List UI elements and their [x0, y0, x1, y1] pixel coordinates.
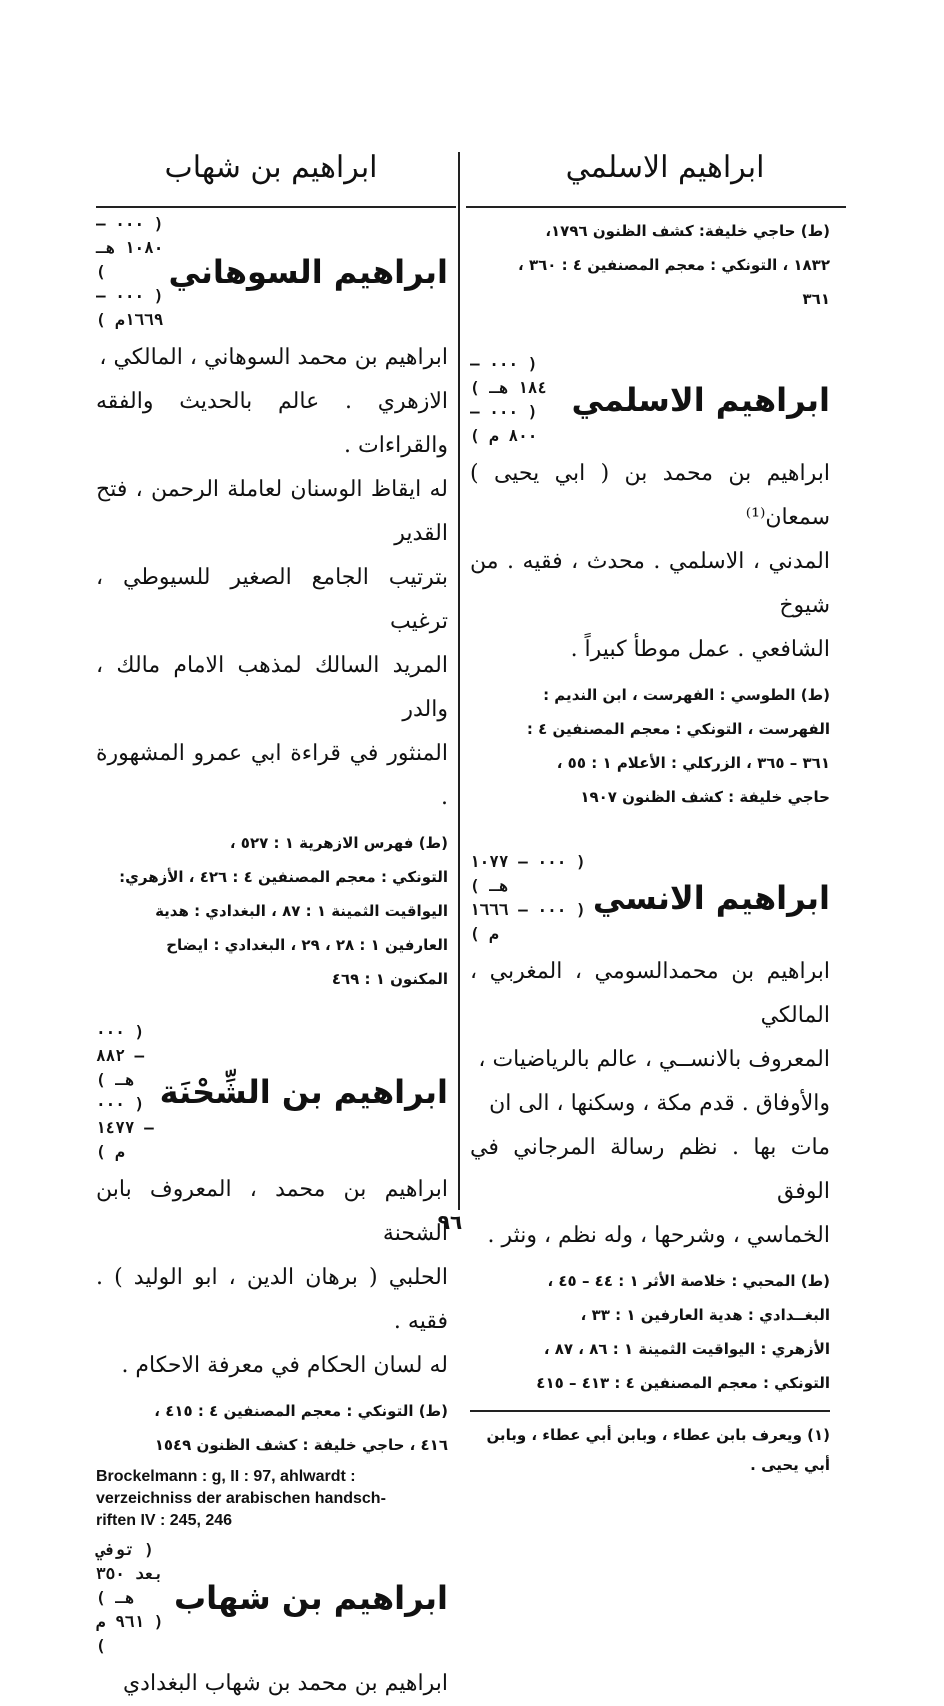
entry-aslami [470, 352, 830, 814]
ref-line: (ط) فهرس الازهرية ١ : ٥٢٧ ، [229, 834, 448, 852]
entry-sawhani [96, 212, 448, 996]
body-line: والأوفاق . قدم مكة ، وسكنها ، الى ان [489, 1091, 830, 1116]
right-column [470, 208, 830, 1480]
ref-line: حاجي خليفة : كشف الظنون ١٩٠٧ [580, 788, 830, 806]
body-line: الازهري . عالم بالحديث والفقه والقراءات . [96, 389, 448, 458]
entry-body [96, 336, 448, 820]
latin-line: riften IV : 245, 246 [96, 1512, 233, 1529]
entry-title: ابراهيم السوهاني [168, 253, 448, 291]
body-line: ابراهيم بن محمد بن ( ابي يحيى ) سمعان⁽¹⁾ [470, 461, 830, 530]
date-hijri: ( ٠٠٠ – ٨٨٢ هـ ) [96, 1022, 145, 1089]
date-gregorian: ( ٠٠٠ – ٨٠٠ م ) [470, 402, 538, 445]
body-line: الخماسي ، وشرحها ، وله نظم ، ونثر . [487, 1223, 830, 1248]
entry-dates [470, 352, 572, 448]
body-line: له ايقاظ الوسنان لعاملة الرحمن ، فتح القدير [96, 477, 448, 546]
entry-dates [96, 1020, 160, 1164]
ref-line: (ط) التونكي : معجم المصنفين ٤ : ٤١٥ ، [154, 1402, 448, 1420]
left-column [96, 212, 448, 1706]
ref-line: المكنون ١ : ٤٦٩ [331, 970, 448, 988]
body-line: المنثور في قراءة ابي عمرو المشهورة . [96, 741, 448, 810]
date-gregorian: ( ٩٦١ م ) [96, 1612, 164, 1655]
ref-line: (ط) المحبي : خلاصة الأثر ١ : ٤٤ – ٤٥ ، [547, 1272, 830, 1290]
running-header-right: ابراهيم الاسلمي [565, 150, 765, 185]
entry-body [470, 950, 830, 1258]
entry-ibn-shihab [96, 1538, 448, 1706]
entry-ansi [470, 850, 830, 1400]
date-gregorian: ( ٠٠٠ – ١٦٦٦ م ) [470, 900, 586, 943]
date-gregorian: ( ٠٠٠ – ١٦٦٩م ) [96, 286, 164, 329]
entry-heading [470, 850, 830, 946]
page-number: ٩٦ [437, 1210, 463, 1234]
entry-refs [470, 678, 830, 814]
continued-refs [470, 214, 830, 316]
entry-title: ابراهيم بن شهاب [173, 1579, 448, 1617]
footnote [470, 1420, 830, 1480]
footnote-line: (١) ويعرف بابن عطاء ، وبابن أبي عطاء ، وبابن [486, 1426, 830, 1444]
body-line: الشافعي . عمل موطأ كبيراً . [570, 637, 830, 662]
body-line: بترتيب الجامع الصغير للسيوطي ، ترغيب [96, 565, 448, 634]
entry-body [96, 1168, 448, 1388]
entry-title: ابراهيم الاسلمي [571, 381, 830, 419]
ref-line: الفهرست ، التونكي : معجم المصنفين ٤ : [526, 720, 830, 738]
ref-line: التونكي : معجم المصنفين ٤ : ٤٢٦ ، الأزهري: [119, 868, 448, 886]
ref-line: (ط) حاجي خليفة: كشف الظنون ١٧٩٦، [545, 222, 830, 240]
column-divider [458, 152, 460, 1210]
entry-dates [96, 212, 168, 332]
entry-body [470, 452, 830, 672]
latin-refs [96, 1466, 448, 1532]
entry-ibn-shihna [96, 1020, 448, 1532]
entry-refs [96, 1394, 448, 1462]
ref-line: اليواقيت الثمينة ١ : ٨٧ ، البغدادي : هدية [155, 902, 448, 920]
ref-line: البغــدادي : هدية العارفين ١ : ٣٣ ، [580, 1306, 830, 1324]
date-hijri: ( ٠٠٠ – ١٠٨٠ هـ ) [96, 214, 164, 281]
entry-refs [96, 826, 448, 996]
entry-refs [470, 1264, 830, 1400]
date-hijri: ( ٠٠٠ – ١٠٧٧ هـ ) [470, 852, 586, 895]
body-line: المدني ، الاسلمي . محدث ، فقيه . من شيوخ [470, 549, 830, 618]
entry-dates [96, 1538, 174, 1658]
ref-line: الأزهري : اليواقيت الثمينة ١ : ٨٦ ، ٨٧ ، [543, 1340, 830, 1358]
body-line: ابراهيم بن محمدالسومي ، المغربي ، المالكي [470, 959, 830, 1028]
header-rule-left [96, 206, 456, 208]
ref-line: (ط) الطوسي : الفهرست ، ابن النديم : [543, 686, 830, 704]
latin-line: Brockelmann : g, II : 97, ahlwardt : [96, 1468, 356, 1485]
ref-line: التونكي : معجم المصنفين ٤ : ٤١٣ – ٤١٥ [536, 1374, 830, 1392]
date-gregorian: ( ٠٠٠ – ١٤٧٧ م ) [96, 1094, 154, 1161]
entry-heading [96, 1020, 448, 1164]
body-line: الحلبي ( برهان الدين ، ابو الوليد ) . فقيه . [96, 1265, 448, 1334]
running-header-left: ابراهيم بن شهاب [164, 150, 378, 185]
entry-heading [470, 352, 830, 448]
body-line: له لسان الحكام في معرفة الاحكام . [121, 1353, 448, 1378]
ref-line: ٤١٦ ، حاجي خليفة : كشف الظنون ١٥٤٩ [154, 1436, 448, 1454]
date-hijri: ( توفي بعد ٣٥٠ هـ ) [96, 1540, 164, 1607]
body-line: مات بها . نظم رسالة المرجاني في الوفق [470, 1135, 830, 1204]
entry-title: ابراهيم الانسي [592, 879, 830, 917]
body-line: المعروف بالانســي ، عالم بالرياضيات ، [478, 1047, 830, 1072]
footnote-rule [470, 1410, 830, 1412]
entry-heading [96, 1538, 448, 1658]
ref-line: ٣٦١ [802, 290, 830, 308]
body-line: ابراهيم بن محمد ، المعروف بابن الشحنة [96, 1177, 448, 1246]
body-line: ابراهيم بن محمد السوهاني ، المالكي ، [99, 345, 448, 370]
entry-title: ابراهيم بن الشِّحْنَة [159, 1073, 448, 1111]
entry-dates [470, 850, 593, 946]
entry-heading [96, 212, 448, 332]
latin-line: verzeichniss der arabischen handsch- [96, 1490, 386, 1507]
entry-body [96, 1662, 448, 1706]
body-line: ابراهيم بن محمد بن شهاب البغدادي [122, 1671, 448, 1696]
ref-line: العارفين ١ : ٢٨ ، ٢٩ ، البغدادي : ايضاح [166, 936, 448, 954]
date-hijri: ( ٠٠٠ – ١٨٤ هـ ) [470, 354, 548, 397]
ref-line: ٣٦١ – ٣٦٥ ، الزركلي : الأعلام ١ : ٥٥ ، [556, 754, 830, 772]
ref-line: ١٨٣٢ ، التونكي : معجم المصنفين ٤ : ٣٦٠ ، [518, 256, 830, 274]
body-line: المريد السالك لمذهب الامام مالك ، والدر [96, 653, 448, 722]
footnote-line: أبي يحيى . [750, 1456, 830, 1474]
